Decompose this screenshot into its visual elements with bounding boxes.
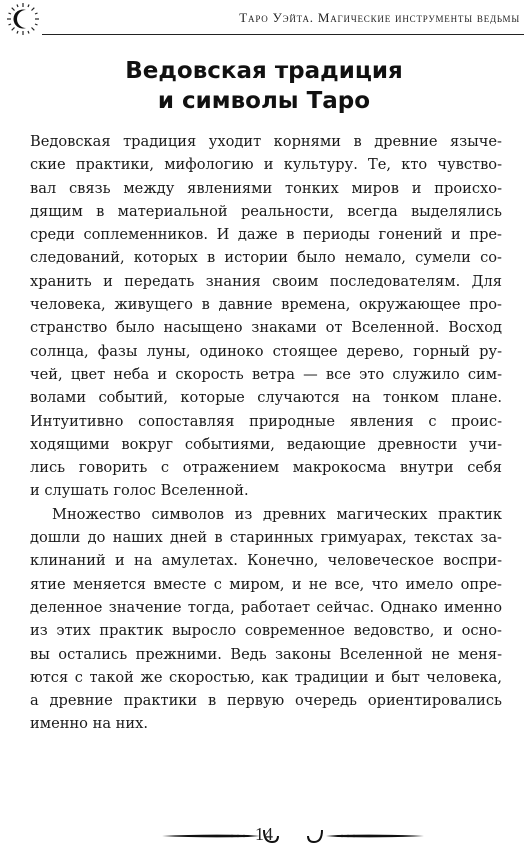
text-line: ходящими вокруг событиями, ведающие древности учи- [30, 435, 502, 453]
text-line: и слушать голос Вселенной. [30, 482, 249, 500]
text-line: человека, живущего в давние времена, окружающее про- [30, 296, 502, 314]
text-line: ются с такой же скоростью, как традиции и быт человека, [30, 668, 502, 686]
paragraph-1 [30, 130, 502, 503]
text-line: ятие меняется вместе с миром, и не все, что имело опре- [30, 575, 502, 593]
page-number: 14 [255, 824, 273, 844]
text-line: вы остались прежними. Ведь законы Вселенной не меня- [30, 645, 502, 663]
text-line: клинаний и на амулетах. Конечно, человеческое воспри- [30, 552, 502, 570]
crescent-moon-icon [6, 2, 40, 36]
text-line: волами событий, которые случаются на тонком плане. [30, 389, 502, 407]
text-line: ские практики, мифологию и культуру. Те, кто чувство- [30, 156, 502, 174]
text-line: Интуитивно сопоставляя природные явления с проис- [30, 412, 502, 430]
flourish-ornament-icon [306, 822, 426, 850]
text-line: из этих практик выросло современное ведовство, и осно- [30, 622, 502, 640]
text-line: среди соплеменников. И даже в периоды гонений и пре- [30, 226, 502, 244]
text-line: следований, которых в истории было немало, сумели со- [30, 249, 502, 267]
running-header [0, 0, 528, 40]
chapter-title-line-2: и символы Таро [157, 88, 371, 114]
text-line: Множество символов из древних магических практик [52, 505, 502, 523]
text-line: именно на них. [30, 715, 148, 733]
text-line: деленное значение тогда, работает сейчас. Однако именно [30, 598, 502, 616]
paragraph-2 [30, 503, 502, 736]
text-line: солнца, фазы луны, одиноко стоящее дерево, горный ру- [30, 342, 502, 360]
chapter-title [0, 56, 528, 116]
text-line: Ведовская традиция уходит корнями в древние языче- [30, 133, 502, 150]
text-line: лись говорить с отражением макрокосма внутри себя [30, 459, 502, 477]
chapter-title-line-1: Ведовская традиция [125, 58, 403, 84]
text-line: а древние практики в первую очередь ориентировались [30, 692, 502, 710]
running-title: Таро Уэйта. Магические инструменты ведьмы [239, 10, 520, 25]
page-footer [0, 822, 528, 852]
body-text [30, 130, 502, 736]
header-rule [42, 34, 524, 35]
text-line: чей, цвет неба и скорость ветра — все это служило сим- [30, 365, 502, 383]
text-line: дошли до наших дней в старинных гримуарах, текстах за- [30, 529, 502, 547]
text-line: странство было насыщено знаками от Вселенной. Восход [30, 319, 502, 337]
text-line: дящим в материальной реальности, всегда выделялись [30, 202, 502, 220]
text-line: хранить и передать знания своим последователям. Для [30, 272, 502, 290]
text-line: вал связь между явлениями тонких миров и происхо- [30, 179, 502, 197]
